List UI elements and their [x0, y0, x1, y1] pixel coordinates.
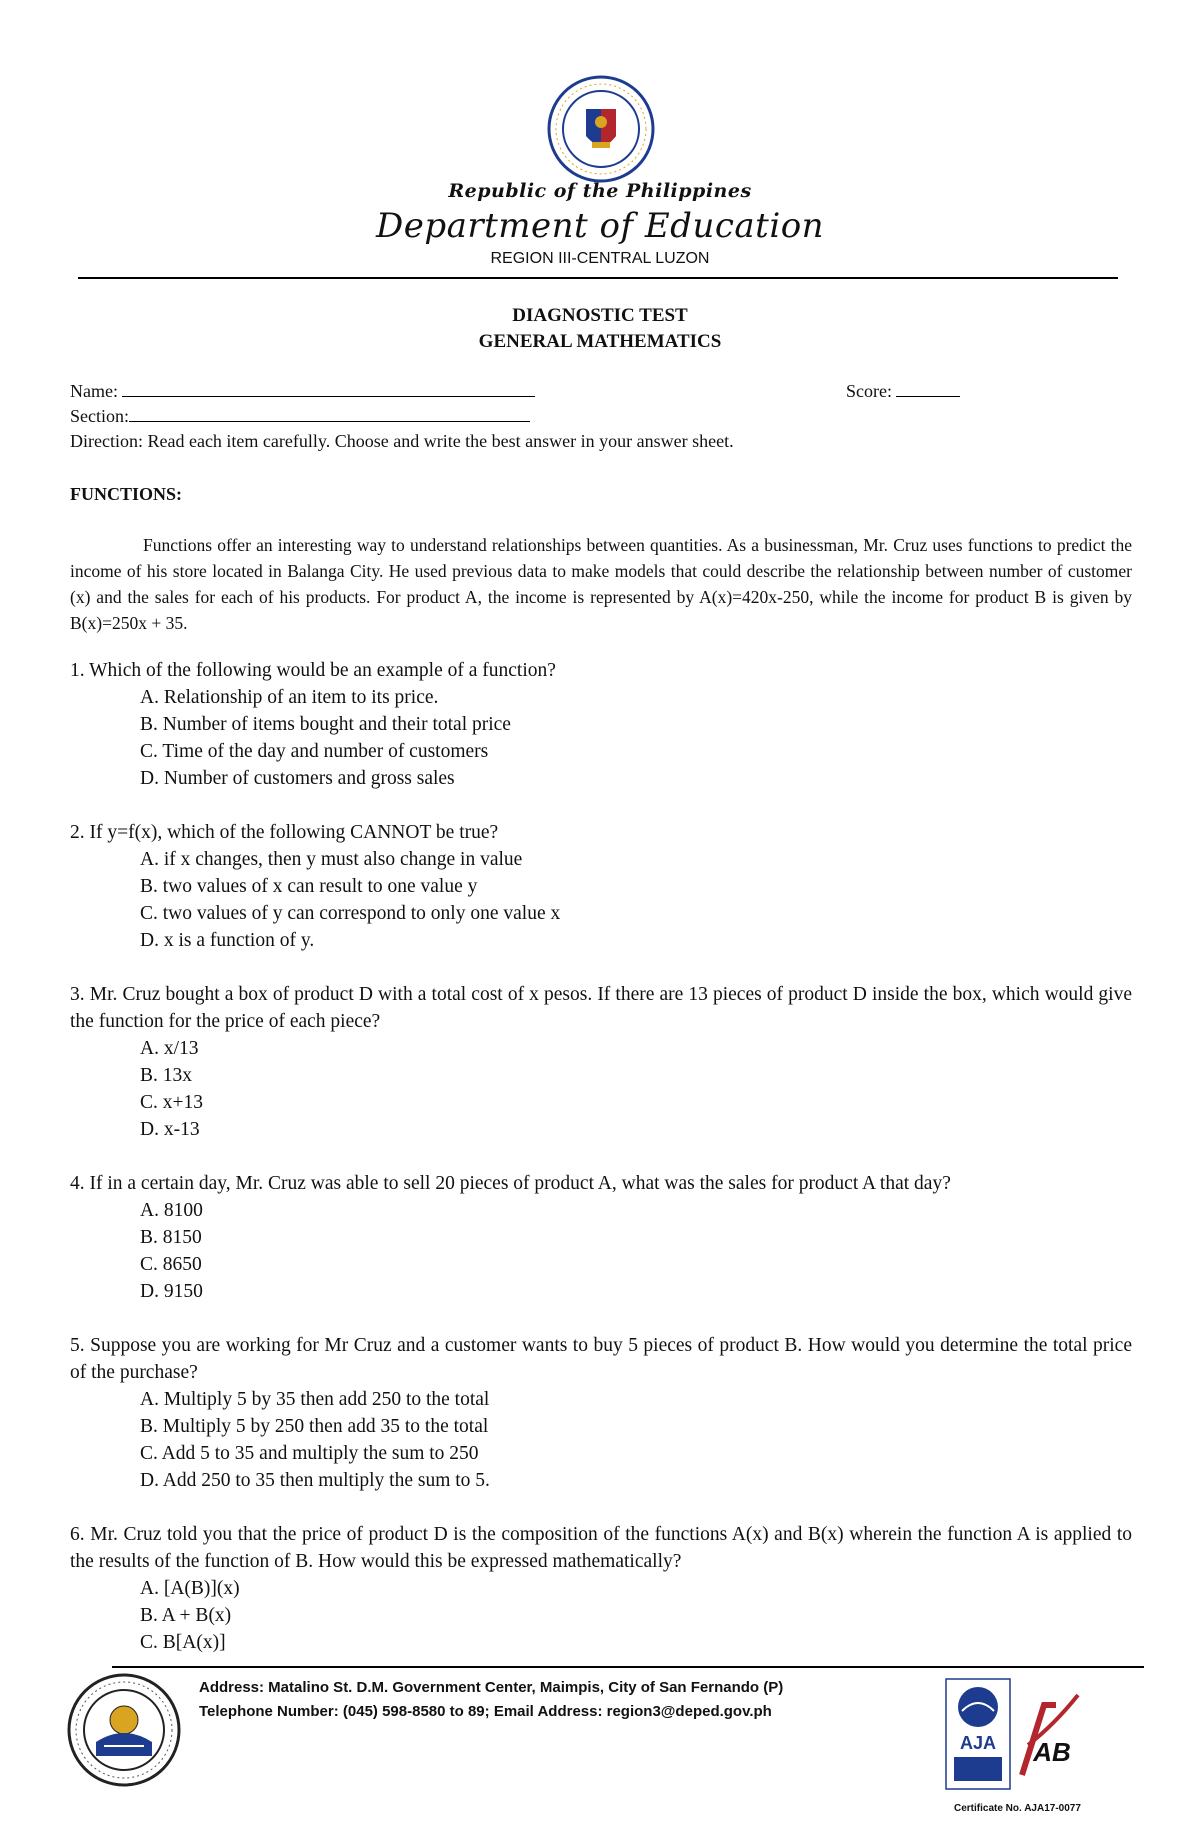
test-subject: GENERAL MATHEMATICS [478, 331, 722, 352]
certificate-number: Certificate No. AJA17-0077 [954, 1803, 1081, 1814]
section-label: Section: [70, 406, 129, 426]
footer-address [199, 1676, 783, 1724]
iso-certification-badge [944, 1675, 1084, 1803]
name-field[interactable] [70, 380, 535, 402]
answer-option[interactable]: C. Time of the day and number of customers [140, 741, 489, 762]
footer-divider [112, 1666, 1144, 1668]
answer-option[interactable]: B. 13x [140, 1065, 193, 1086]
score-label: Score: [846, 381, 892, 401]
question-stem: 3. Mr. Cruz bought a box of product D with a total cost of x pesos. If there are 13 pieces of product D inside the box, which would give the function for the price of each piece? [70, 984, 1132, 1032]
question-stem: 6. Mr. Cruz told you that the price of product D is the composition of the functions A(x) and B(x) wherein the function A is applied to the results of the function of B. How would this be expressed mathematically? [70, 1524, 1132, 1572]
address-line: Address: Matalino St. D.M. Government Center, Maimpis, City of San Fernando (P) [199, 1679, 784, 1696]
badge-left-text: AJA [959, 1733, 997, 1753]
question-stem: 2. If y=f(x), which of the following CANNOT be true? [70, 822, 499, 843]
answer-option[interactable]: C. B[A(x)] [140, 1632, 226, 1653]
answer-option[interactable]: A. if x changes, then y must also change in value [140, 849, 523, 870]
answer-option[interactable]: A. Multiply 5 by 35 then add 250 to the total [140, 1389, 490, 1410]
header-divider [78, 277, 1118, 279]
question-1 [70, 657, 1132, 792]
answer-option[interactable]: A. 8100 [140, 1200, 203, 1221]
question-5 [70, 1332, 1132, 1494]
badge-right-text: AB [1033, 1737, 1071, 1767]
score-field[interactable] [846, 380, 960, 402]
answer-option[interactable]: A. Relationship of an item to its price. [140, 687, 439, 708]
answer-option[interactable]: C. x+13 [140, 1092, 204, 1113]
answer-option[interactable]: C. 8650 [140, 1254, 202, 1275]
answer-option[interactable]: A. x/13 [140, 1038, 199, 1059]
section-field[interactable] [70, 405, 530, 427]
name-label: Name: [70, 381, 118, 401]
deped-seal-logo [546, 74, 656, 184]
deped-region-logo [66, 1672, 182, 1788]
answer-option[interactable]: D. 9150 [140, 1281, 203, 1302]
question-stem: 5. Suppose you are working for Mr Cruz and a customer wants to buy 5 pieces of product B. How would you determine the total price of the purchase? [70, 1335, 1132, 1383]
score-blank[interactable] [896, 380, 960, 397]
answer-option[interactable]: C. two values of y can correspond to only one value x [140, 903, 561, 924]
answer-option[interactable]: B. Multiply 5 by 250 then add 35 to the total [140, 1416, 489, 1437]
question-stem: 4. If in a certain day, Mr. Cruz was able to sell 20 pieces of product A, what was the sales for product A that day? [70, 1173, 951, 1194]
question-3 [70, 981, 1132, 1143]
section-blank[interactable] [129, 405, 530, 422]
answer-option[interactable]: B. two values of x can result to one value y [140, 876, 478, 897]
answer-option[interactable]: D. x-13 [140, 1119, 200, 1140]
answer-option[interactable]: A. [A(B)](x) [140, 1578, 240, 1599]
republic-heading: Republic of the Philippines [448, 180, 752, 202]
intro-paragraph [70, 532, 1132, 636]
test-title: DIAGNOSTIC TEST [512, 305, 688, 326]
answer-option[interactable]: D. Number of customers and gross sales [140, 768, 455, 789]
name-blank[interactable] [122, 380, 535, 397]
answer-option[interactable]: B. A + B(x) [140, 1605, 232, 1626]
question-6 [70, 1521, 1132, 1656]
answer-option[interactable]: D. Add 250 to 35 then multiply the sum to 5. [140, 1470, 490, 1491]
answer-option[interactable]: C. Add 5 to 35 and multiply the sum to 250 [140, 1443, 479, 1464]
question-stem: 1. Which of the following would be an example of a function? [70, 660, 556, 681]
department-heading: Department of Education [375, 206, 825, 246]
answer-option[interactable]: D. x is a function of y. [140, 930, 315, 951]
answer-option[interactable]: B. Number of items bought and their total price [140, 714, 511, 735]
region-heading: REGION III-CENTRAL LUZON [490, 250, 710, 267]
section-heading: FUNCTIONS: [70, 484, 183, 504]
contact-line: Telephone Number: (045) 598-8580 to 89; Email Address: region3@deped.gov.ph [199, 1703, 772, 1720]
direction-text: Direction: Read each item carefully. Choose and write the best answer in your answer sheet. [70, 431, 734, 451]
answer-option[interactable]: B. 8150 [140, 1227, 202, 1248]
question-2 [70, 819, 1132, 954]
question-4 [70, 1170, 1132, 1305]
intro-text: Functions offer an interesting way to understand relationships between quantities. As a businessman, Mr. Cruz uses functions to predict the income of his store located in Balanga City. He used previous data to make models that could describe the relationship between number of customer (x) and the sales for each of his products. For product A, the income is represented by A(x)=420x-250, while the income for product B is given by B(x)=250x + 35. [70, 535, 1132, 633]
